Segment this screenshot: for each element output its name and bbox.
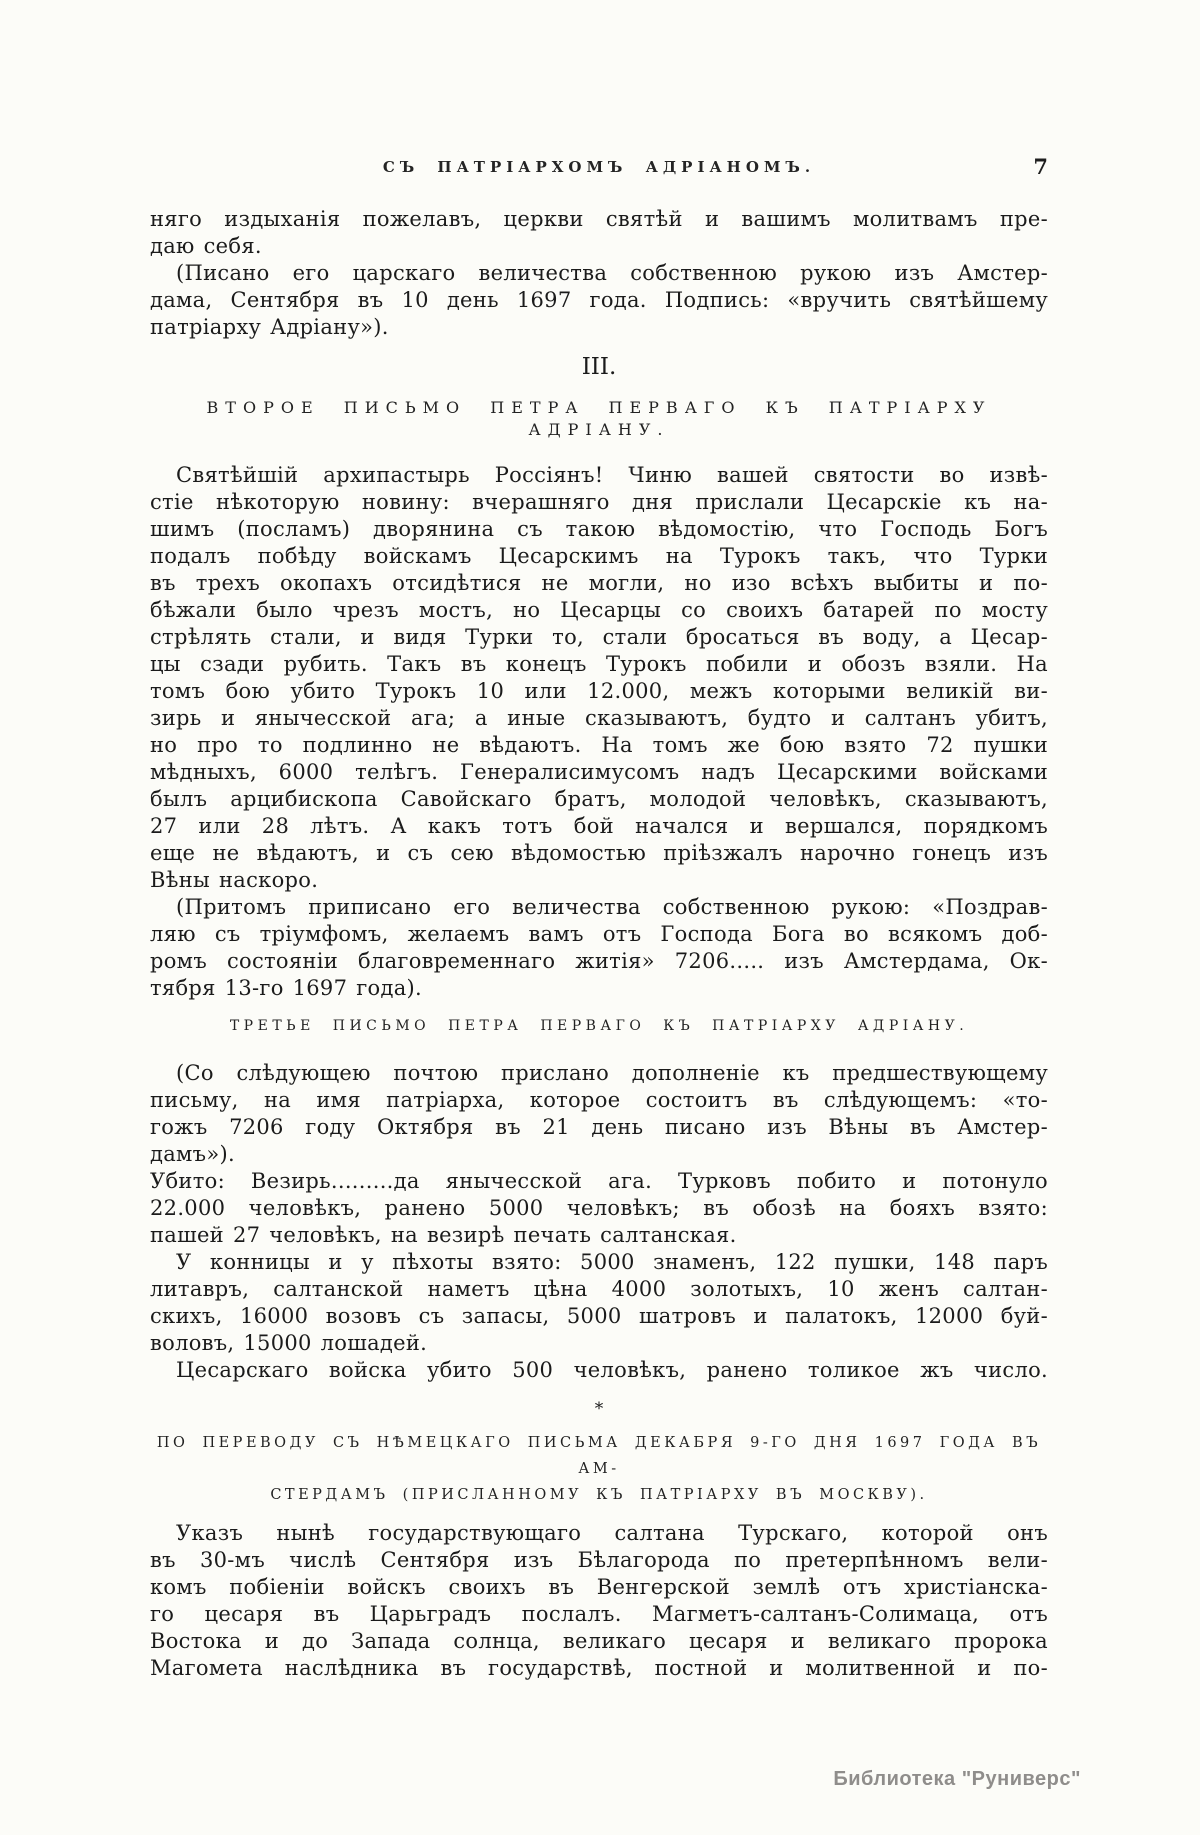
section-number: III. — [581, 354, 617, 380]
text-line: гожъ 7206 году Октября въ 21 день писано изъ Вѣны въ Амстер- — [150, 1115, 1048, 1139]
text-line: цы сзади рубить. Такъ въ конецъ Турокъ побили и обозъ взяли. На — [150, 652, 1048, 676]
library-watermark: Библиотека "Руниверс" — [833, 1768, 1081, 1790]
text-line: пашей 27 человѣкъ, на везирѣ печать салтанская. — [150, 1223, 737, 1247]
text-line: даю себя. — [150, 234, 262, 258]
text-line: письму, на имя патріарха, которое состоитъ въ слѣдующемъ: «то- — [150, 1088, 1048, 1112]
first-letter-postscript-paragraph — [150, 260, 1048, 341]
text-line: дама, Сентября въ 10 день 1697 года. Подпись: «вручить святѣйшему — [150, 288, 1048, 312]
text-line: мѣдныхъ, 6000 телѣгъ. Генералисимусомъ надъ Цесарскими войсками — [150, 760, 1048, 784]
casualties-paragraph — [150, 1168, 1048, 1249]
text-line: 27 или 28 лѣтъ. А какъ тотъ бой начался и вершался, порядкомъ — [150, 814, 1048, 838]
text-line: Магомета наслѣдника въ государствѣ, постной и молитвенной и по- — [150, 1656, 1048, 1680]
trophies-paragraph — [150, 1249, 1048, 1357]
second-letter-postscript-paragraph — [150, 894, 1048, 1002]
text-line: У конницы и у пѣхоты взято: 5000 знаменъ, 122 пушки, 148 паръ — [176, 1250, 1048, 1274]
text-line: ромъ состояніи благовременнаго житія» 7206..... изъ Амстердама, Ок- — [150, 949, 1048, 973]
translation-heading — [150, 1430, 1048, 1508]
text-line: (Писано его царскаго величества собственною рукою изъ Амстер- — [176, 261, 1048, 285]
third-letter-heading: ТРЕТЬЕ ПИСЬМО ПЕТРА ПЕРВАГО КЪ ПАТРІАРХУ АДРІАНУ. — [229, 1018, 969, 1034]
text-line: но про то подлинно не вѣдаютъ. На томъ же бою взято 72 пушки — [150, 733, 1048, 757]
text-line: (Притомъ приписано его величества собственною рукою: «Поздрав- — [176, 895, 1048, 919]
text-line: го цесаря въ Царьградъ послалъ. Магметъ-салтанъ-Солимаца, отъ — [150, 1602, 1048, 1626]
text-line: патріарху Адріану»). — [150, 315, 389, 339]
text-block — [150, 154, 1048, 1682]
text-line: Цесарскаго войска убито 500 человѣкъ, ранено толикое жъ число. — [176, 1358, 1048, 1382]
translation-heading-line: ПО ПЕРЕВОДУ СЪ НѢМЕЦКАГО ПИСЬМА ДЕКАБРЯ 9-ГО ДНЯ 1697 ГОДА ВЪ АМ- — [156, 1435, 1042, 1477]
text-line: ляю съ тріумфомъ, желаемъ вамъ отъ Господа Бога во всякомъ доб- — [150, 922, 1048, 946]
text-line: комъ побіеніи войскъ своихъ въ Венгерской землѣ отъ христіанска- — [150, 1575, 1048, 1599]
second-letter-heading: ВТОРОЕ ПИСЬМО ПЕТРА ПЕРВАГО КЪ ПАТРІАРХУ АДРІАНУ. — [206, 398, 992, 439]
text-line: шимъ (посламъ) дворянина съ такою вѣдомостію, что Господь Богъ — [150, 517, 1048, 541]
caesarean-losses-paragraph — [150, 1357, 1048, 1384]
page-number: 7 — [1033, 154, 1048, 179]
text-line: тября 13-го 1697 года). — [150, 976, 422, 1000]
text-line: Вѣны наскоро. — [150, 868, 319, 892]
text-line: въ 30-мъ числѣ Сентября изъ Бѣлагорода по претерпѣнномъ вели- — [150, 1548, 1048, 1572]
asterisk-divider: * — [594, 1399, 604, 1419]
text-line: литавръ, салтанской наметъ цѣна 4000 золотыхъ, 10 женъ салтан- — [150, 1277, 1048, 1301]
running-header: СЪ ПАТРІАРХОМЪ АДРІАНОМЪ. — [382, 158, 816, 176]
text-line: няго издыханія пожелавъ, церкви святѣй и вашимъ молитвамъ пре- — [150, 207, 1048, 231]
text-line: зирь и янычесской ага; а иные сказываютъ, будто и салтанъ убитъ, — [150, 706, 1048, 730]
continuation-paragraph — [150, 206, 1048, 260]
text-line: воловъ, 15000 лошадей. — [150, 1331, 428, 1355]
text-line: 22.000 человѣкъ, ранено 5000 человѣкъ; въ обозѣ на бояхъ взято: — [150, 1196, 1048, 1220]
second-letter-paragraph — [150, 462, 1048, 894]
text-line: былъ арцибископа Савойскаго братъ, молодой человѣкъ, сказываютъ, — [150, 787, 1048, 811]
text-line: Указъ нынѣ государствующаго салтана Турскаго, которой онъ — [176, 1521, 1048, 1545]
text-line: скихъ, 16000 возовъ съ запасы, 5000 шатровъ и палатокъ, 12000 буй- — [150, 1304, 1048, 1328]
text-line: (Со слѣдующею почтою прислано дополненіе къ предшествующему — [176, 1061, 1048, 1085]
text-line: подалъ побѣду войскамъ Цесарскимъ на Турокъ такъ, что Турки — [150, 544, 1048, 568]
text-line: Востока и до Запада солнца, великаго цесаря и великаго пророка — [150, 1629, 1048, 1653]
translation-heading-line: СТЕРДАМЪ (ПРИСЛАННОМУ КЪ ПАТРІАРХУ ВЪ МОСКВУ). — [270, 1487, 928, 1503]
text-line: стрѣлять стали, и видя Турки то, стали бросаться въ воду, а Цесар- — [150, 625, 1048, 649]
text-line: еще не вѣдаютъ, и съ сею вѣдомостью пріѣзжалъ нарочно гонецъ изъ — [150, 841, 1048, 865]
text-line: бѣжали было чрезъ мостъ, но Цесарцы со своихъ батарей по мосту — [150, 598, 1048, 622]
text-line: томъ бою убито Турокъ 10 или 12.000, межъ которыми великій ви- — [150, 679, 1048, 703]
text-line: въ трехъ окопахъ отсидѣтися не могли, но изо всѣхъ выбиты и по- — [150, 571, 1048, 595]
page-header — [150, 154, 1048, 182]
third-letter-note-paragraph — [150, 1060, 1048, 1168]
text-line: Убито: Везирь.........да янычесской ага. Турковъ побито и потонуло — [150, 1169, 1048, 1193]
text-line: Святѣйшій архипастырь Россіянъ! Чиню вашей святости во извѣ- — [176, 463, 1048, 487]
text-line: стіе нѣкоторую новину: вчерашняго дня прислали Цесарскіе къ на- — [150, 490, 1048, 514]
sultan-decree-paragraph — [150, 1520, 1048, 1682]
text-line: дамъ»). — [150, 1142, 235, 1166]
